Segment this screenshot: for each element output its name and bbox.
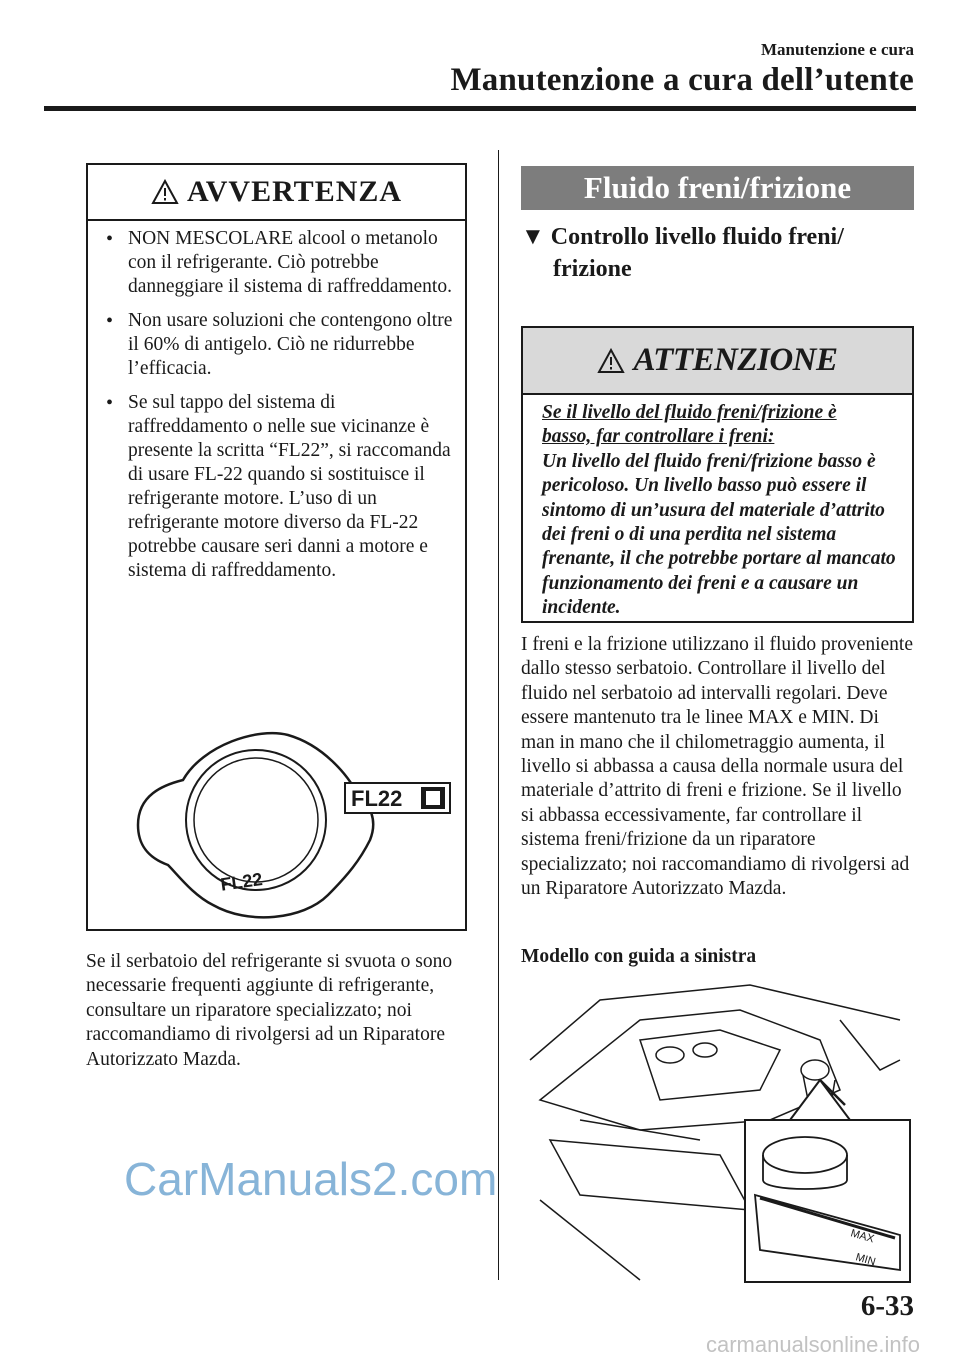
- lhd-model-label: Modello con guida a sinistra: [521, 946, 757, 967]
- attention-box: [521, 326, 914, 623]
- subsection-title: [521, 221, 916, 285]
- header-rule: [44, 106, 916, 111]
- brake-fluid-paragraph: I freni e la frizione utilizzano il fluido proveniente dallo stesso serbatoio. Controllare il livello del fluido nel serbatoio ad intervalli regolari. Deve essere mantenuto tra le linee MAX e MIN. Di man in mano che il chilometraggio aumenta, il livello si abbassa a causa della normale usura del materiale d’attrito di freni e frizione. Se il livello si abbassa eccessivamente, far controllare il sistema freni/frizione da un riparatore specializzato; noi raccomandiamo di rivolgersi ad un Riparatore Autorizzato Mazda.: [521, 634, 914, 900]
- attention-heading-line2: basso, far controllare i freni:: [542, 426, 775, 448]
- warning-title: [88, 165, 465, 221]
- subsection-line1: Controllo livello fluido freni/: [550, 224, 844, 250]
- warning-triangle-icon: [151, 179, 179, 205]
- min-mark: MIN: [854, 1251, 877, 1269]
- warning-item: • NON MESCOLARE alcool o metanolo con il refrigerante. Ciò potrebbe danneggiare il sistema di raffreddamento.: [98, 227, 457, 299]
- attention-title-text: ATTENZIONE: [633, 342, 838, 378]
- watermark: CarManuals2.com: [124, 1153, 498, 1205]
- section-band-title: Fluido freni/frizione: [521, 166, 914, 210]
- warning-triangle-icon: [597, 348, 625, 374]
- coolant-paragraph: Se il serbatoio del refrigerante si svuota o sono necessarie frequenti aggiunte di refrigerante, consultare un riparatore specializzato; noi raccomandiamo di rivolgersi ad un Riparatore Autorizzato Mazda.: [86, 951, 453, 1070]
- warning-list: [98, 227, 457, 593]
- footer-watermark: carmanualsonline.info: [705, 1332, 920, 1357]
- page-number: 6-33: [860, 1290, 914, 1322]
- subsection-line2: frizione: [553, 256, 632, 282]
- fl22-label: FL22: [351, 786, 403, 811]
- warning-box: [86, 163, 467, 931]
- engine-bay-figure: [520, 980, 915, 1285]
- column-divider: [498, 150, 499, 1280]
- attention-heading-line1: Se il livello del fluido freni/frizione è: [542, 402, 837, 423]
- triangle-bullet-icon: ▼: [521, 224, 545, 250]
- warning-item: • Non usare soluzioni che contengono oltre il 60% di antigelo. Ciò ne ridurrebbe l’efficacia.: [98, 309, 457, 381]
- attention-text: Un livello del fluido freni/frizione basso è pericoloso. Un livello basso può essere il sintomo di un’usura del materiale d’attrito dei freni o di una perdita nel sistema frenante, il che potrebbe portare al mancato funzionamento dei freni e a causare un incidente.: [542, 450, 896, 619]
- header-section: Manutenzione e cura: [761, 40, 914, 59]
- cap-label: FL22: [219, 869, 264, 895]
- max-mark: MAX: [849, 1227, 876, 1246]
- attention-body: [542, 401, 902, 621]
- page-title: Manutenzione a cura dell’utente: [450, 62, 914, 98]
- attention-title: [523, 328, 912, 395]
- warning-item: • Se sul tappo del sistema di raffreddamento o nelle sue vicinanze è presente la scritta “FL22”, si raccomanda di usare FL-22 quando si sostituisce il refrigerante motore. L’uso di un refrigerante motore diverso da FL-22 potrebbe causare seri danni a motore e sistema di raffreddamento.: [98, 391, 457, 583]
- warning-title-text: AVVERTENZA: [186, 175, 403, 208]
- radiator-cap-figure: [108, 725, 458, 925]
